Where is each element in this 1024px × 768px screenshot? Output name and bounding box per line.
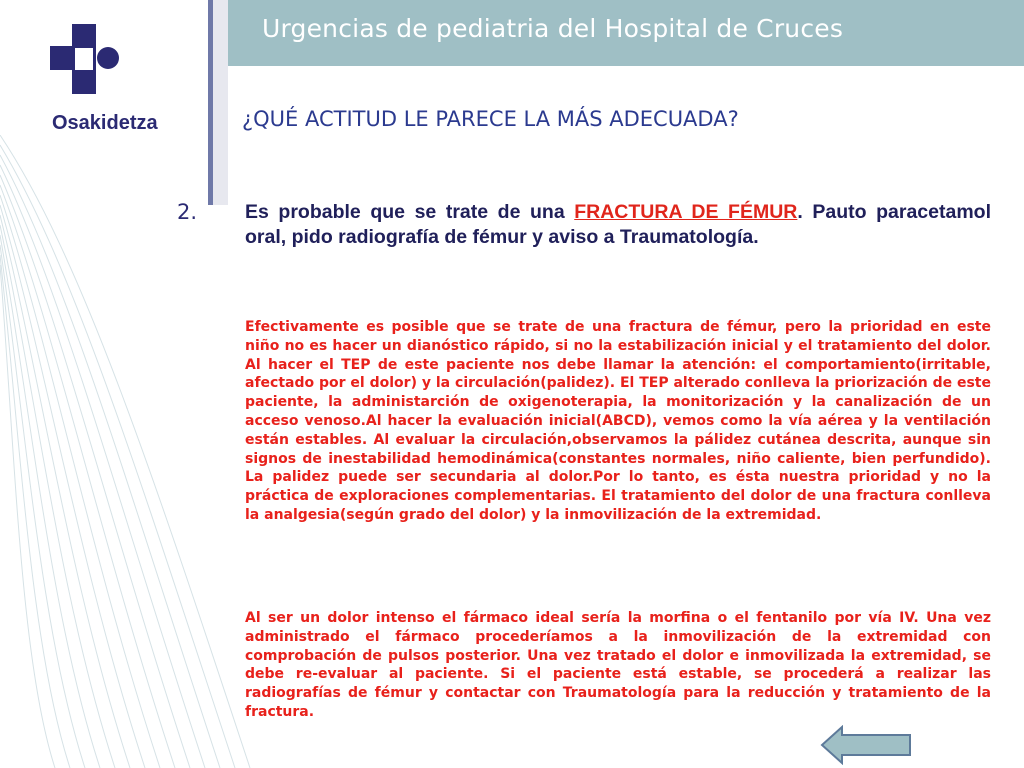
explanation-paragraph-2: Al ser un dolor intenso el fármaco ideal sería la morfina o el fentanilo por vía IV. Una vez administrado el fármaco procederíamos a la inmovilización de la extremidad con comprobación de pulsos posterior. Una vez tratado el dolor e inmovilizada la extremidad, se debe re-evaluar al paciente. Si el paciente está estable, se procederá a realizar las radiografías de fémur y contactar con Traumatología para la reducción y tratamiento de la fractura. [245,610,991,720]
header-title: Urgencias de pediatria del Hospital de Cruces [262,14,844,43]
answer-prefix: Es probable que se trate de una [245,201,575,223]
brand-name: Osakidetza [52,112,158,134]
answer-suffix: . Pauto paracetamol oral, pido radiografía de fémur y aviso a Traumatología. [245,201,992,248]
option-number: 2. [177,200,198,224]
answer-text [245,200,991,250]
back-arrow-icon[interactable] [820,725,912,765]
explanation-paragraph-1: Efectivamente es posible que se trate de una fractura de fémur, pero la prioridad en este niño no es hacer un dianóstico rápido, si no la estabilización inicial y el tratamiento del dolor. Al hacer el TEP de este paciente nos debe llamar la atención: el comportamiento(irritable, afectado por el dolor) y la circulación(palidez). El TEP alterado conlleva la priorización de este paciente, la administarción de oxigenoterapia, la monitorización y la canalización de un acceso venoso.Al hacer la evaluación inicial(ABCD), vemos como la vía aérea y la ventilación están estables. Al evaluar la circulación,observamos la pálidez cutánea descrita, aunque sin signos de inestabilidad hemodinámica(constantes normales, niño caliente, bien perfundido). La palidez puede ser secundaria al dolor.Por lo tanto, es ésta nuestra prioridad y no la práctica de exploraciones complementarias. El tratamiento del dolor de una fractura conlleva la analgesia(según grado del dolor) y la inmovilización de la extremidad. [245,319,991,523]
decorative-curves [0,135,260,768]
osakidetza-logo-icon [50,24,122,94]
answer-highlight: FRACTURA DE FÉMUR [574,201,798,223]
slide-question: ¿QUÉ ACTITUD LE PARECE LA MÁS ADECUADA? [242,107,739,131]
